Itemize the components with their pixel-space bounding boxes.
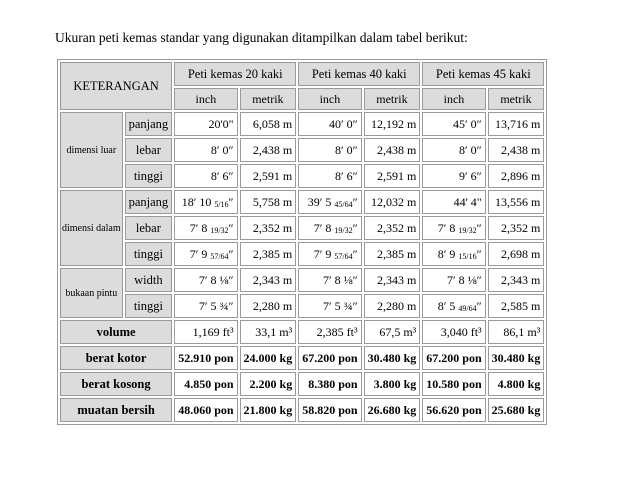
attr-label: tinggi: [125, 164, 173, 188]
cell: 30.480 kg: [488, 346, 545, 370]
row-label-berat-kosong: berat kosong: [60, 372, 172, 396]
cell: 40′ 0″: [298, 112, 361, 136]
cell: 8′ 0″: [422, 138, 485, 162]
cell: 2,438 m: [488, 138, 545, 162]
cell: 2,343 m: [488, 268, 545, 292]
cell: 58.820 pon: [298, 398, 361, 422]
cell: 2,280 m: [364, 294, 421, 318]
table-row: [60, 112, 544, 136]
table-row: [60, 138, 544, 162]
table-row: [60, 372, 544, 396]
cell: 24.000 kg: [240, 346, 297, 370]
cell: 12,032 m: [364, 190, 421, 214]
cell: 67.200 pon: [298, 346, 361, 370]
cell: 25.680 kg: [488, 398, 545, 422]
cell: 10.580 pon: [422, 372, 485, 396]
cell: 6,058 m: [240, 112, 297, 136]
cell: 8′ 0″: [298, 138, 361, 162]
intro-text: Ukuran peti kemas standar yang digunakan ditampilkan dalam tabel berikut:: [55, 30, 468, 45]
col-header-45: Peti kemas 45 kaki: [422, 62, 544, 86]
group-dimensi-dalam: dimensi dalam: [60, 190, 123, 266]
cell: 8′ 6″: [174, 164, 237, 188]
cell: 48.060 pon: [174, 398, 237, 422]
attr-label: panjang: [125, 190, 173, 214]
cell: 12,192 m: [364, 112, 421, 136]
cell: 2,385 m: [240, 242, 297, 266]
cell: 7′ 8 ⅛″: [422, 268, 485, 292]
cell: 8′ 5 $_{49/64}$″: [422, 294, 485, 318]
cell: 30.480 kg: [364, 346, 421, 370]
cell: 2,591 m: [364, 164, 421, 188]
cell: 2,385 m: [364, 242, 421, 266]
cell: 7′ 9 $_{57/64}$″: [174, 242, 237, 266]
cell: 2.200 kg: [240, 372, 297, 396]
attr-label: panjang: [125, 112, 173, 136]
attr-label: width: [125, 268, 173, 292]
row-label-berat-kotor: berat kotor: [60, 346, 172, 370]
cell: 2,698 m: [488, 242, 545, 266]
cell: 45′ 0″: [422, 112, 485, 136]
cell: 7′ 8 $_{19/32}$″: [174, 216, 237, 240]
cell: 3,040 ft³: [422, 320, 485, 344]
cell: 13,716 m: [488, 112, 545, 136]
cell: 7′ 8 ⅛″: [298, 268, 361, 292]
cell: 2,352 m: [364, 216, 421, 240]
unit-inch-20: inch: [174, 88, 237, 110]
cell: 2,438 m: [364, 138, 421, 162]
container-size-table: [57, 59, 547, 425]
cell: 4.800 kg: [488, 372, 545, 396]
cell: 67.200 pon: [422, 346, 485, 370]
cell: 4.850 pon: [174, 372, 237, 396]
cell: 8′ 6″: [298, 164, 361, 188]
table-row: [60, 346, 544, 370]
cell: 8.380 pon: [298, 372, 361, 396]
cell: 7′ 9 $_{57/64}$″: [298, 242, 361, 266]
cell: 2,352 m: [488, 216, 545, 240]
cell: 2,896 m: [488, 164, 545, 188]
unit-metrik-40: metrik: [364, 88, 421, 110]
cell: 21.800 kg: [240, 398, 297, 422]
cell: 2,438 m: [240, 138, 297, 162]
cell: 3.800 kg: [364, 372, 421, 396]
attr-label: tinggi: [125, 242, 173, 266]
cell: 2,585 m: [488, 294, 545, 318]
cell: 7′ 8 $_{19/32}$″: [298, 216, 361, 240]
row-label-volume: volume: [60, 320, 172, 344]
cell: 20'0": [174, 112, 237, 136]
unit-inch-40: inch: [298, 88, 361, 110]
attr-label: lebar: [125, 216, 173, 240]
table-row: [60, 216, 544, 240]
cell: 86,1 m³: [488, 320, 545, 344]
cell: 2,385 ft³: [298, 320, 361, 344]
attr-label: lebar: [125, 138, 173, 162]
cell: 67,5 m³: [364, 320, 421, 344]
cell: 2,591 m: [240, 164, 297, 188]
table-row: [60, 164, 544, 188]
attr-label: tinggi: [125, 294, 173, 318]
cell: 33,1 m³: [240, 320, 297, 344]
group-dimensi-luar: dimensi luar: [60, 112, 123, 188]
unit-inch-45: inch: [422, 88, 485, 110]
cell: 8′ 9 $_{15/16}$″: [422, 242, 485, 266]
cell: 13,556 m: [488, 190, 545, 214]
cell: 39′ 5 $_{45/64}$″: [298, 190, 361, 214]
cell: 2,343 m: [240, 268, 297, 292]
cell: 44' 4": [422, 190, 485, 214]
table-row: [60, 190, 544, 214]
cell: 56.620 pon: [422, 398, 485, 422]
unit-metrik-20: metrik: [240, 88, 297, 110]
keterangan-header: KETERANGAN: [60, 62, 172, 110]
cell: 26.680 kg: [364, 398, 421, 422]
cell: 7′ 8 ⅛″: [174, 268, 237, 292]
cell: 2,280 m: [240, 294, 297, 318]
cell: 1,169 ft³: [174, 320, 237, 344]
col-header-20: Peti kemas 20 kaki: [174, 62, 296, 86]
table-row: [60, 398, 544, 422]
cell: 9′ 6″: [422, 164, 485, 188]
table-row: [60, 242, 544, 266]
header-row: [60, 62, 544, 86]
cell: 7′ 5 ¾″: [298, 294, 361, 318]
cell: 2,352 m: [240, 216, 297, 240]
group-bukaan-pintu: bukaan pintu: [60, 268, 123, 318]
table-row: [60, 320, 544, 344]
table-row: [60, 268, 544, 292]
cell: 5,758 m: [240, 190, 297, 214]
cell: 8′ 0″: [174, 138, 237, 162]
cell: 2,343 m: [364, 268, 421, 292]
cell: 52.910 pon: [174, 346, 237, 370]
table-row: [60, 294, 544, 318]
row-label-muatan-bersih: muatan bersih: [60, 398, 172, 422]
cell: 18′ 10 $_{5/16}$″: [174, 190, 237, 214]
col-header-40: Peti kemas 40 kaki: [298, 62, 420, 86]
cell: 7′ 8 $_{19/32}$″: [422, 216, 485, 240]
cell: 7′ 5 ¾″: [174, 294, 237, 318]
unit-metrik-45: metrik: [488, 88, 545, 110]
